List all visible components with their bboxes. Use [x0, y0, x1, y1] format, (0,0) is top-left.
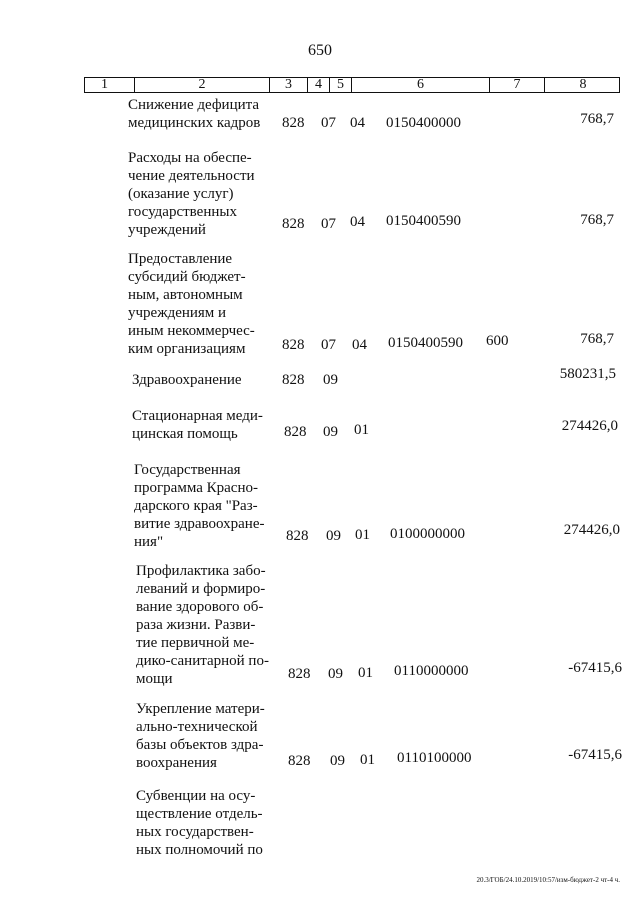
cell-col-6: 0100000000: [390, 526, 465, 542]
cell-col-6: 0150400590: [388, 335, 463, 351]
header-col-1: 1: [85, 78, 135, 92]
header-col-5: 5: [330, 78, 352, 92]
cell-col-6: 0150400590: [386, 213, 461, 229]
cell-col-4: 09: [328, 666, 343, 682]
cell-col-8: 768,7: [580, 331, 614, 347]
cell-col-6: 0150400000: [386, 115, 461, 131]
row-name: Стационарная меди- цинская помощь: [132, 408, 263, 442]
cell-col-5: 01: [360, 752, 375, 768]
cell-col-5: 01: [354, 422, 369, 438]
page-number: 650: [308, 42, 332, 59]
row-name: Предоставление субсидий бюджет- ным, автономным учреждениям и иным некоммерчес- ким организациям: [128, 251, 255, 357]
cell-col-5: 04: [350, 214, 365, 230]
cell-col-8: -67415,6: [568, 660, 622, 676]
table-header: [84, 77, 620, 93]
cell-col-3: 828: [288, 666, 311, 682]
cell-col-4: 09: [330, 753, 345, 769]
header-col-8: 8: [579, 77, 587, 92]
cell-col-8: 768,7: [580, 111, 614, 127]
row-name: Профилактика забо- леваний и формиро- вание здорового об- раза жизни. Разви- тие первичной ме- дико-санитарной по- мощи: [136, 563, 269, 687]
cell-col-6: 0110100000: [397, 750, 472, 766]
cell-col-3: 828: [282, 337, 305, 353]
cell-col-3: 828: [282, 372, 305, 388]
cell-col-4: 09: [326, 528, 341, 544]
cell-col-4: 07: [321, 216, 336, 232]
cell-col-4: 07: [321, 337, 336, 353]
header-col-2: 2: [135, 78, 270, 92]
cell-col-5: 04: [352, 337, 367, 353]
cell-col-7: 600: [486, 333, 509, 349]
header-col-3: 3: [270, 78, 308, 92]
header-col-6: 6: [352, 78, 490, 92]
cell-col-6: 0110000000: [394, 663, 469, 679]
cell-col-5: 04: [350, 115, 365, 131]
cell-col-8: 768,7: [580, 212, 614, 228]
row-name: Здравоохранение: [132, 372, 242, 388]
row-name: Укрепление матери- ально-технической базы объектов здра- воохранения: [136, 701, 265, 771]
cell-col-3: 828: [284, 424, 307, 440]
cell-col-5: 01: [355, 527, 370, 543]
header-col-4: 4: [308, 78, 330, 92]
cell-col-3: 828: [288, 753, 311, 769]
row-name: Государственная программа Красно- дарского края "Раз- витие здравоохране- ния": [134, 462, 265, 550]
cell-col-3: 828: [286, 528, 309, 544]
cell-col-4: 07: [321, 115, 336, 131]
cell-col-8: -67415,6: [568, 747, 622, 763]
footer-stamp: 20.3/ГОБ/24.10.2019/10:57/изм-бюджет-2 чт-4 ч.: [476, 876, 620, 884]
cell-col-3: 828: [282, 115, 305, 131]
cell-col-8: 580231,5: [559, 366, 616, 382]
cell-col-8: 274426,0: [561, 418, 618, 434]
row-name: Расходы на обеспе- чение деятельности (оказание услуг) государственных учреждений: [128, 150, 255, 238]
header-col-7: 7: [490, 78, 545, 92]
cell-col-3: 828: [282, 216, 305, 232]
cell-col-5: 01: [358, 665, 373, 681]
row-name: Снижение дефицита медицинских кадров: [128, 97, 261, 131]
cell-col-4: 09: [323, 424, 338, 440]
cell-col-4: 09: [323, 372, 338, 388]
cell-col-8: 274426,0: [563, 522, 620, 538]
row-name: Субвенции на осу- ществление отдель- ных государствен- ных полномочий по: [136, 788, 263, 858]
